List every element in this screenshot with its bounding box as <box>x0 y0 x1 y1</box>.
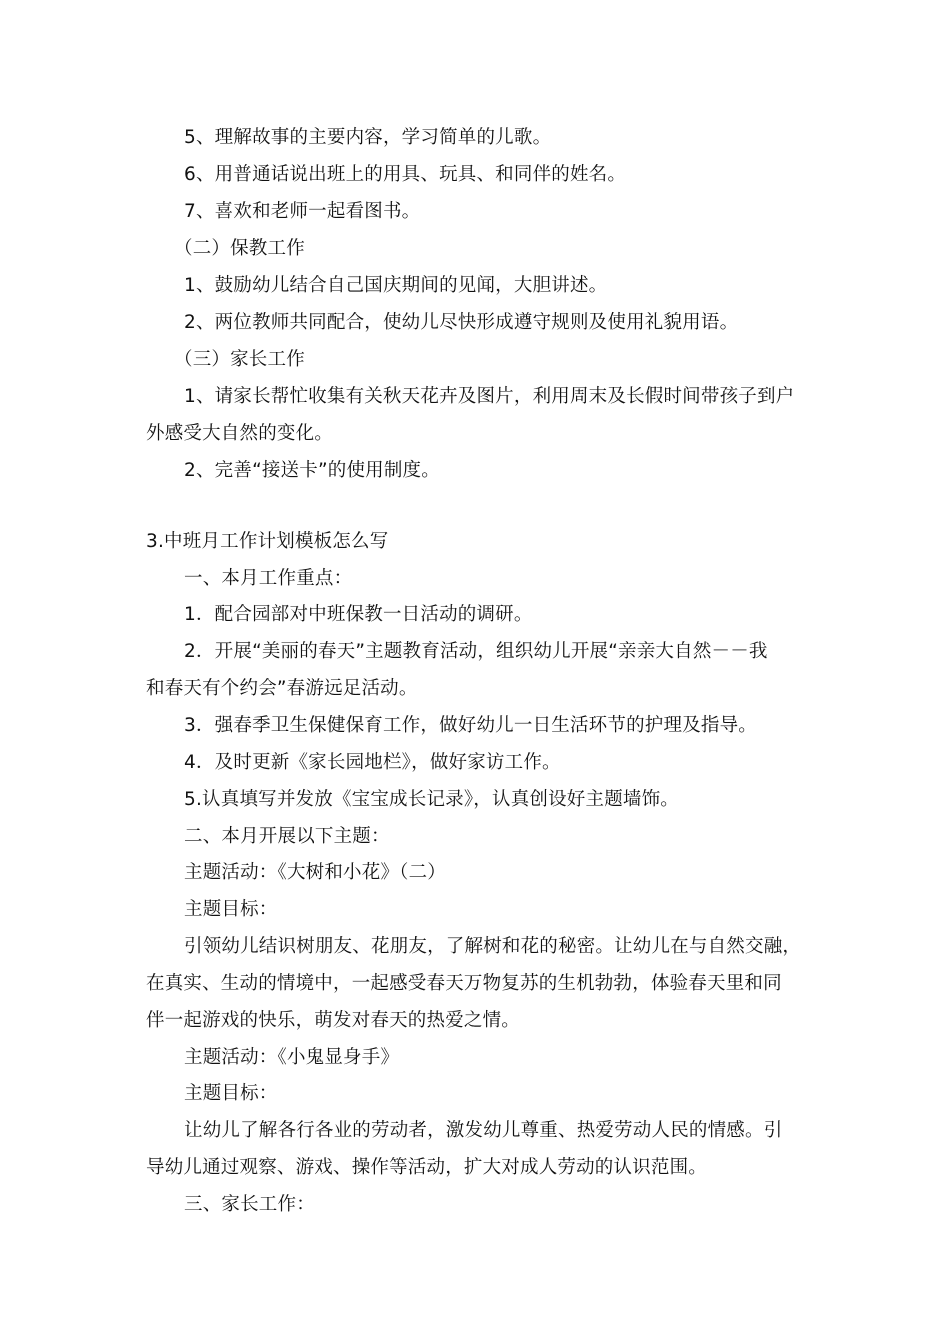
text-line: 和春天有个约会”春游远足活动。 <box>146 678 418 699</box>
text-line: 引领幼儿结识树朋友、花朋友，了解树和花的秘密。让幼儿在与自然交融， <box>184 936 802 957</box>
text-line: 外感受大自然的变化。 <box>146 423 334 444</box>
text-line: 1、鼓励幼儿结合自己国庆期间的见闻，大胆讲述。 <box>184 275 608 296</box>
text-line: 1．配合园部对中班保教一日活动的调研。 <box>184 604 533 625</box>
text-line: 1、请家长帮忙收集有关秋天花卉及图片，利用周末及长假时间带孩子到户 <box>184 386 795 407</box>
text-line: 2．开展“美丽的春天”主题教育活动，组织幼儿开展“亲亲大自然－－我 <box>184 641 768 662</box>
text-line: 4．及时更新《家长园地栏》，做好家访工作。 <box>184 752 561 773</box>
text-line: 3．强春季卫生保健保育工作，做好幼儿一日生活环节的护理及指导。 <box>184 715 757 736</box>
text-line: 主题活动：《大树和小花》（二） <box>184 862 447 883</box>
text-line: 6、用普通话说出班上的用具、玩具、和同伴的姓名。 <box>184 164 627 185</box>
text-line: 2、完善“接送卡”的使用制度。 <box>184 460 440 481</box>
section-heading: （二）保教工作 <box>174 238 305 259</box>
section-heading: 二、本月开展以下主题： <box>184 826 390 847</box>
text-line: 7、喜欢和老师一起看图书。 <box>184 201 421 222</box>
text-line: 5、理解故事的主要内容，学习简单的儿歌。 <box>184 127 552 148</box>
text-line: 主题活动：《小鬼显身手》 <box>184 1047 400 1068</box>
text-line: 伴一起游戏的快乐，萌发对春天的热爱之情。 <box>146 1010 521 1031</box>
text-line: 在真实、生动的情境中，一起感受春天万物复苏的生机勃勃，体验春天里和同 <box>146 973 782 994</box>
text-line: 让幼儿了解各行各业的劳动者，激发幼儿尊重、热爱劳动人民的情感。引 <box>184 1120 783 1141</box>
text-line: 5.认真填写并发放《宝宝成长记录》，认真创设好主题墙饰。 <box>184 789 680 810</box>
section-heading: （三）家长工作 <box>174 349 305 370</box>
article-title: 3.中班月工作计划模板怎么写 <box>146 531 389 552</box>
section-heading: 一、本月工作重点： <box>184 568 353 589</box>
text-line: 2、两位教师共同配合，使幼儿尽快形成遵守规则及使用礼貌用语。 <box>184 312 739 333</box>
section-heading: 三、家长工作： <box>184 1194 315 1215</box>
text-line: 主题目标： <box>184 899 278 920</box>
text-line: 主题目标： <box>184 1083 278 1104</box>
text-line: 导幼儿通过观察、游戏、操作等活动，扩大对成人劳动的认识范围。 <box>146 1157 708 1178</box>
